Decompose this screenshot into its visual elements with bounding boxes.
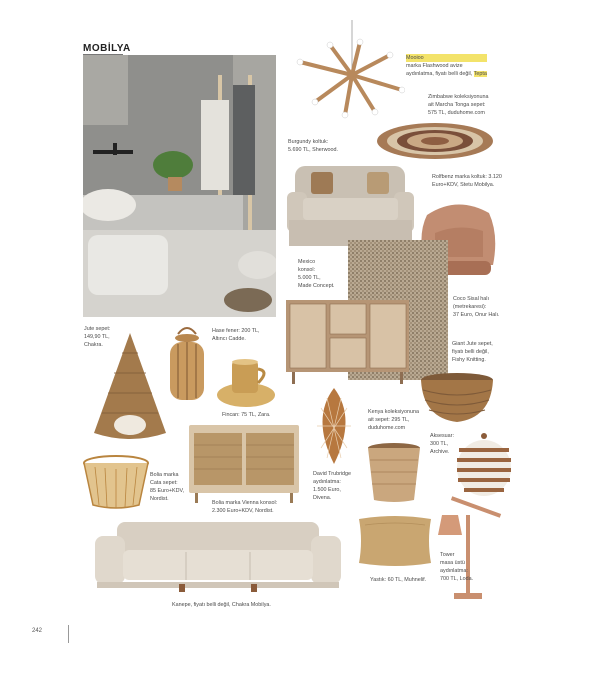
- caption-moooi: [406, 54, 487, 78]
- pillow-icon: [355, 513, 435, 569]
- caption-line: Archive.: [430, 449, 450, 455]
- caption-line: ait sepet: 295 TL,: [368, 417, 410, 423]
- caption-line: Nordist.: [150, 496, 169, 502]
- sofa-icon: [95, 520, 341, 594]
- caption-line: Kenya koleksiyonuna: [368, 409, 419, 415]
- caption-line: Giant Jute sepet,: [452, 341, 493, 347]
- caption-line: Fishy Knitting.: [452, 357, 486, 363]
- caption-line: aydınlatma:: [313, 479, 341, 485]
- pendant-lamp-icon: [311, 388, 357, 466]
- caption-line: Kanepe, fiyatı belli değil, Chakra Mobilya.: [172, 602, 271, 608]
- shop-highlight: Tepta: [473, 71, 487, 77]
- caption-line: Zimbabwe koleksiyonuna: [428, 94, 489, 100]
- caption-line: Made Concept.: [298, 283, 335, 289]
- caption-hase: [212, 327, 260, 343]
- caption-line: aydınlatma:: [440, 568, 468, 574]
- caption-line: 575 TL, duduhome.com: [428, 110, 485, 116]
- caption-line: konsol:: [298, 267, 316, 273]
- caption-line: Altıncı Cadde.: [212, 336, 246, 342]
- caption-line: Cata sepet:: [150, 480, 178, 486]
- caption-aksesuar: [430, 432, 454, 456]
- caption-david-trubridge: [313, 470, 351, 502]
- page-number-divider: [68, 625, 69, 643]
- caption-burgundy: [288, 138, 338, 154]
- page-number: 242: [32, 628, 43, 634]
- caption-line: 5.000 TL,: [298, 275, 321, 281]
- caption-line: Rolfbenz marka koltuk: 3.120: [432, 174, 502, 180]
- caption-line: 300 TL,: [430, 441, 449, 447]
- caption-tower: [440, 551, 473, 583]
- caption-fincan: [222, 411, 270, 419]
- caption-line: masa üstü: [440, 560, 465, 566]
- lantern-icon: [166, 326, 208, 404]
- basket-icon: [420, 372, 494, 424]
- caption-bolia-vienna: [212, 499, 277, 515]
- caption-line: 1.500 Euro,: [313, 487, 341, 493]
- caption-line: 37 Euro, Onur Halı.: [453, 312, 500, 318]
- caption-line: fiyatı belli değil,: [452, 349, 489, 355]
- console-icon: [189, 425, 299, 503]
- chandelier-icon: [290, 20, 405, 120]
- caption-line: Aksesuar:: [430, 433, 454, 439]
- vase-icon: [456, 432, 512, 498]
- basket-icon: [83, 455, 149, 511]
- caption-giant-jute: [452, 340, 493, 364]
- caption-line: Euro+KDV, Stetu Mobilya.: [432, 182, 495, 188]
- caption-line: duduhome.com: [368, 425, 406, 431]
- cup-icon: [216, 357, 276, 409]
- caption-line: Coco Sisal halı: [453, 296, 489, 302]
- caption-line: Mexico: [298, 259, 316, 265]
- caption-line: 149,90 TL,: [84, 334, 110, 340]
- caption-line: Divena.: [313, 495, 332, 501]
- caption-line: 700 TL, Loda.: [440, 576, 474, 582]
- basket-icon: [92, 333, 168, 445]
- caption-line: aydınlatma, fiyatı belli değil,: [406, 71, 473, 77]
- caption-line: ait Marcha Tonga sepet:: [428, 102, 486, 108]
- bathroom-photo: [83, 55, 276, 317]
- desk-lamp-icon: [436, 495, 504, 603]
- caption-kenya: [368, 408, 419, 432]
- caption-line: Jute sepet:: [84, 326, 111, 332]
- caption-line: 2.300 Euro+KDV, Nordist.: [212, 508, 274, 514]
- caption-line: Bolia marka: [150, 472, 179, 478]
- caption-line: 5.690 TL, Sherwood.: [288, 147, 338, 153]
- section-title: MOBİLYA: [83, 43, 131, 54]
- console-icon: [284, 300, 411, 385]
- sofa-icon: [287, 162, 414, 248]
- caption-mexico: [298, 258, 335, 290]
- caption-yastik: [370, 576, 426, 584]
- caption-line: Chakra.: [84, 342, 103, 348]
- caption-coco: [453, 295, 499, 319]
- caption-kanepe: [172, 601, 271, 609]
- caption-bolia-cata: [150, 471, 184, 503]
- woven-plate-icon: [376, 122, 494, 160]
- caption-line: Yastık: 60 TL, Muhnelif.: [370, 577, 427, 583]
- caption-zimbabwe: [428, 93, 489, 117]
- caption-line: (metrekaresi):: [453, 304, 487, 310]
- caption-line: Burgundy koltuk:: [288, 139, 329, 145]
- caption-line: marka Flashwood avize: [406, 63, 463, 69]
- caption-line: 85 Euro+KDV,: [150, 488, 185, 494]
- basket-icon: [366, 442, 422, 504]
- caption-line: Fincan: 75 TL, Zara.: [222, 412, 271, 418]
- caption-line: David Trubridge: [313, 471, 352, 477]
- caption-line: Hase fener: 200 TL,: [212, 328, 260, 334]
- caption-rolfbenz: [432, 173, 502, 189]
- caption-line: Tower: [440, 552, 455, 558]
- caption-line: Bolia marka Vienna konsol:: [212, 500, 278, 506]
- brand-highlight: Mooioo: [406, 54, 487, 62]
